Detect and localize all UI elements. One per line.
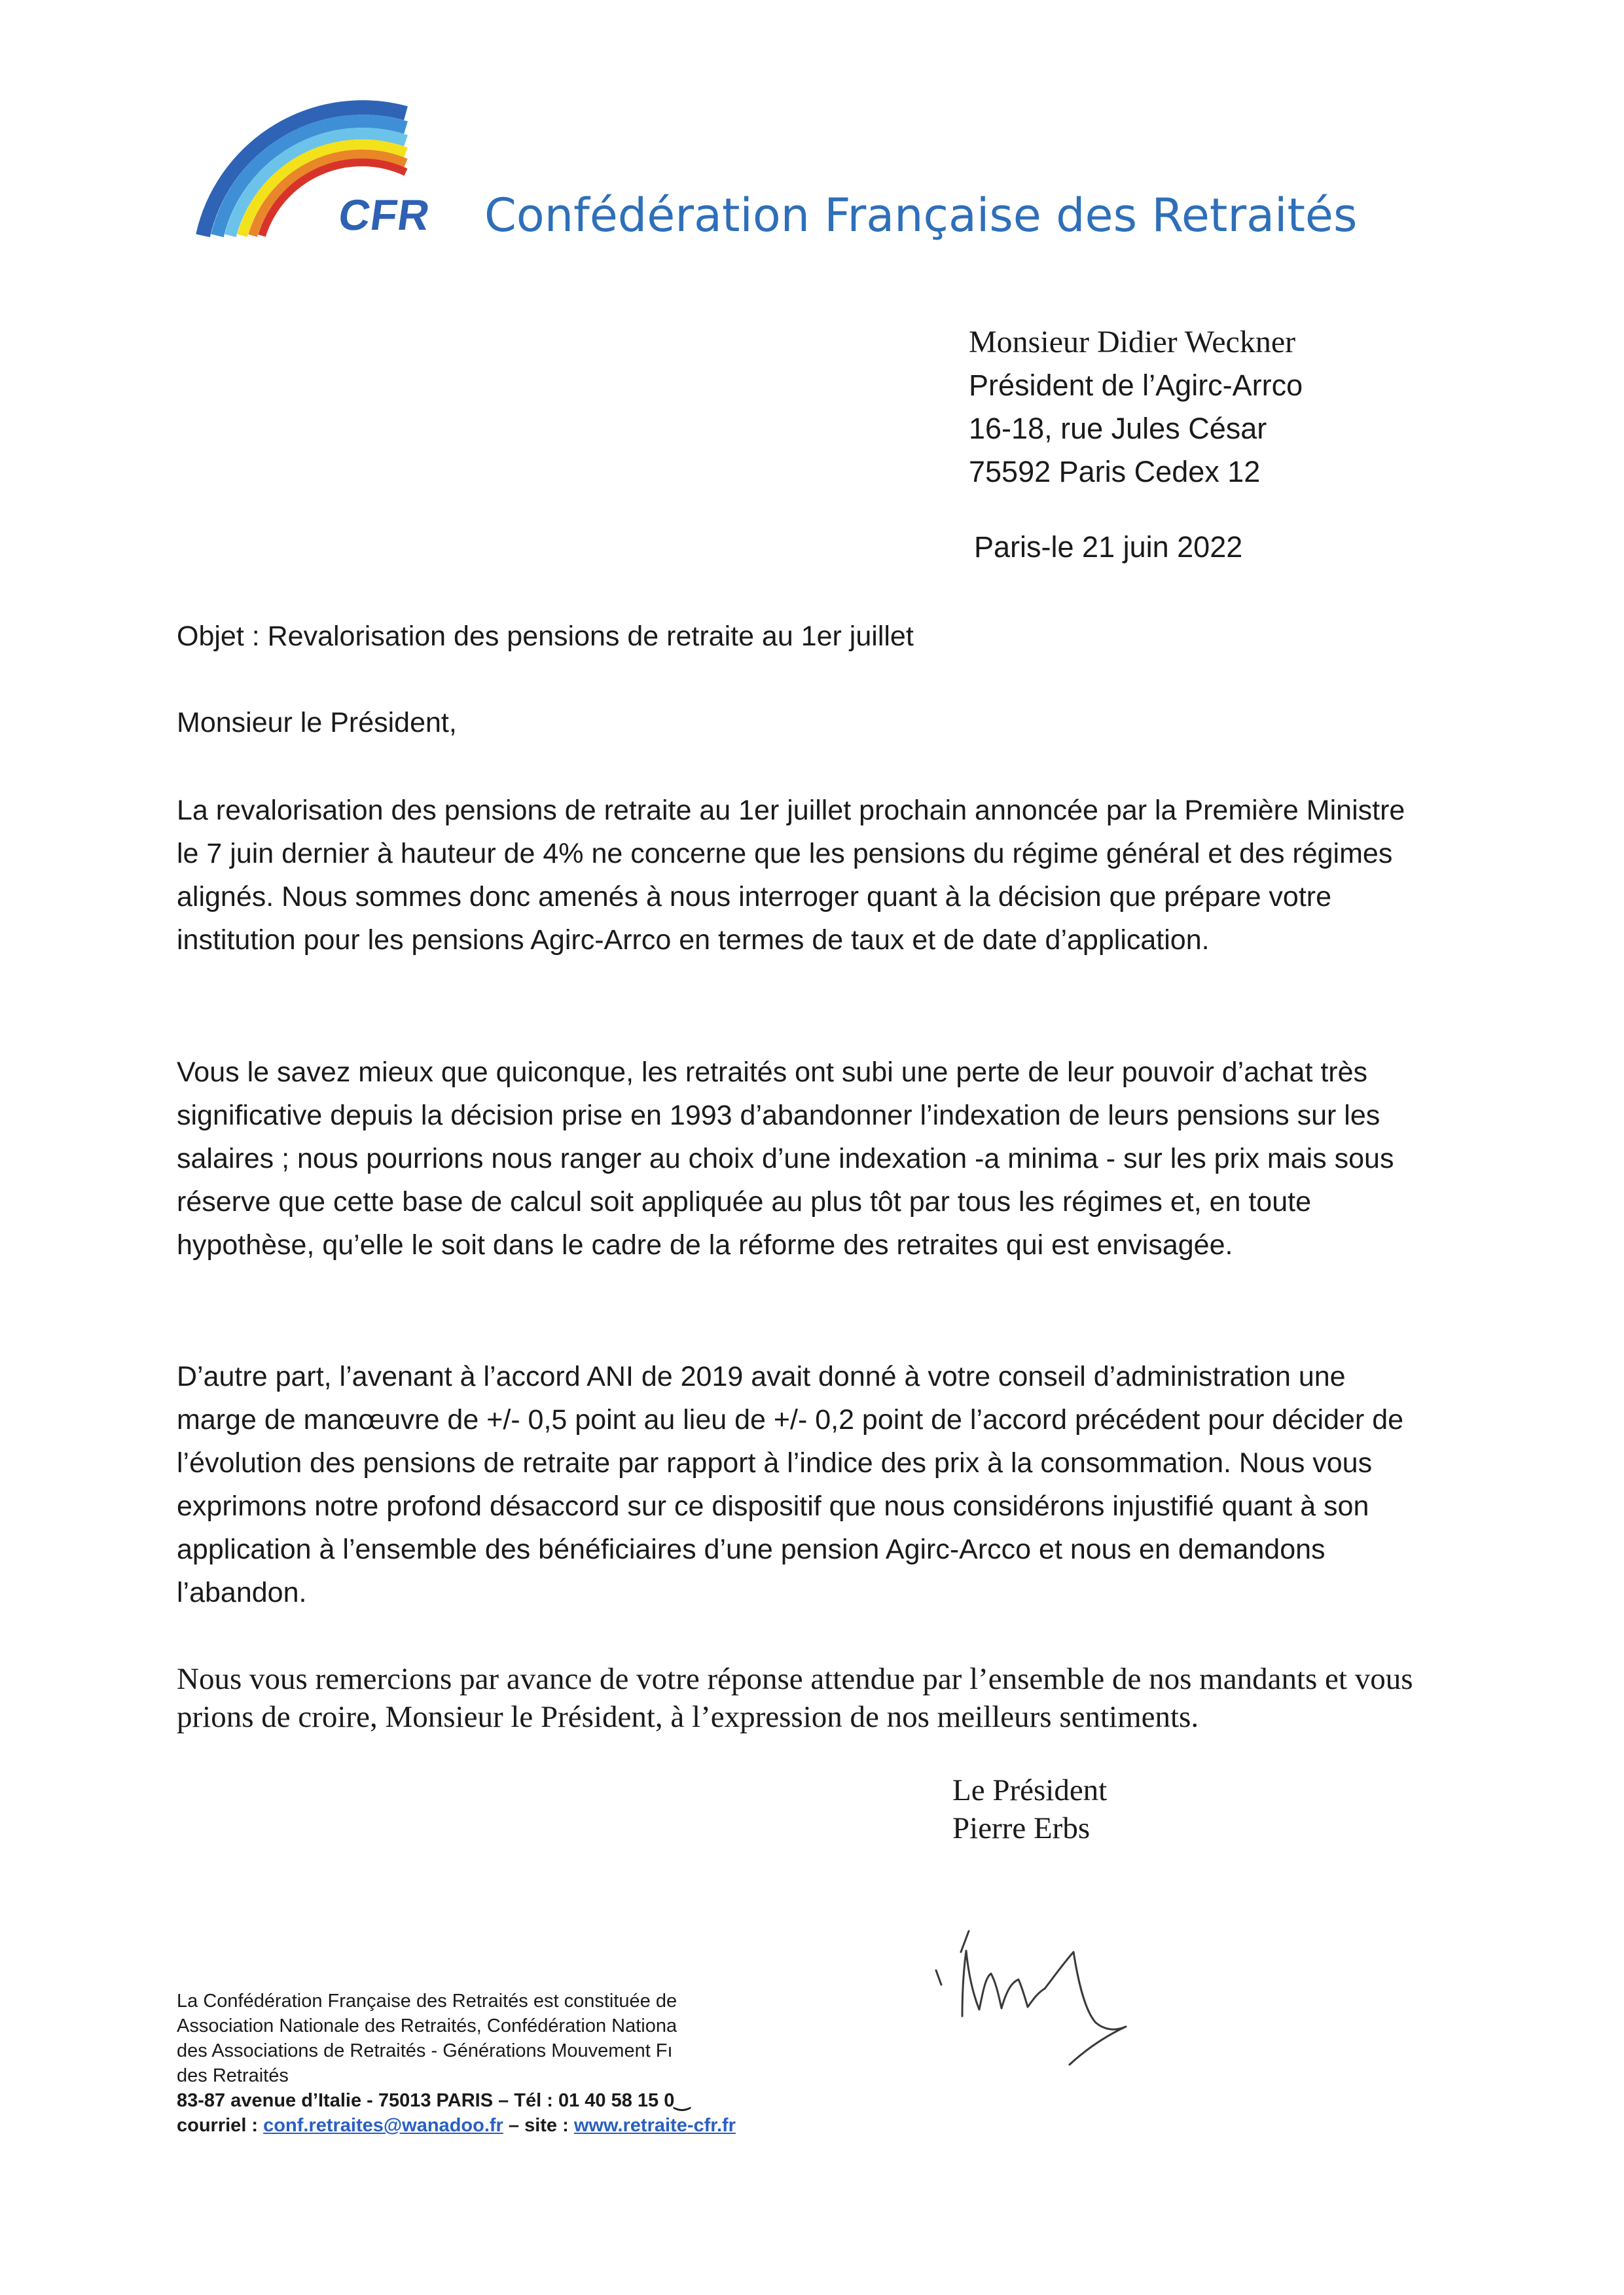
signature-block <box>952 1771 1107 1847</box>
letter-date: Paris-le 21 juin 2022 <box>974 530 1243 564</box>
footer-address: 83-87 avenue d’Italie - 75013 PARIS – Tél : 01 40 58 15 0‿ <box>177 2090 690 2111</box>
recipient-address <box>969 321 1303 494</box>
footer <box>177 1989 766 2138</box>
signatory-role: Le Président <box>952 1773 1108 1807</box>
organization-name: Confédération Française des Retraités <box>484 189 1358 242</box>
footer-line: des Associations de Retraités - Générations Mouvement Fı <box>177 2040 673 2061</box>
signatory-name: Pierre Erbs <box>952 1811 1091 1845</box>
handwritten-signature <box>923 1911 1218 2082</box>
body-paragraph: Vous le savez mieux que quiconque, les retraités ont subi une perte de leur pouvoir d’achat très significative depuis la décision prise en 1993 d’abandonner l’indexation de leurs pensions sur les salaires ; nous pourrions nous ranger au choix d’une indexation -a minima - sur les prix mais sous réserve que cette base de calcul soit appliquée au plus tôt par tous les régimes et, en toute hypothèse, qu’elle le soit dans le cadre de la réforme des retraites qui est envisagée. <box>177 1057 1394 1261</box>
recipient-title: Président de l’Agirc-Arrco <box>969 369 1303 402</box>
body-paragraph: D’autre part, l’avenant à l’accord ANI de 2019 avait donné à votre conseil d’administration une marge de manœuvre de +/- 0,5 point au lieu de +/- 0,2 point de l’accord précédent pour décider de l’évolution des pensions de retraite par rapport à l’indice des prix à la consommation. Nous vous exprimons notre profond désaccord sur ce dispositif que nous considérons injustifié quant à son application à l’ensemble des bénéficiaires d’une pension Agirc-Arcco et nous en demandons l’abandon. <box>177 1361 1404 1608</box>
email-label: courriel : <box>177 2115 264 2136</box>
body-paragraph: La revalorisation des pensions de retraite au 1er juillet prochain annoncée par la Première Ministre le 7 juin dernier à hauteur de 4% ne concerne que les pensions du régime général et des régimes alignés. Nous sommes donc amenés à nous interroger quant à la décision que prépare votre institution pour les pensions Agirc-Arrco en termes de taux et de date d’application. <box>177 795 1405 956</box>
recipient-city: 75592 Paris Cedex 12 <box>969 455 1261 488</box>
footer-line: des Retraités <box>177 2065 289 2086</box>
footer-contact <box>177 2113 766 2138</box>
recipient-name: Monsieur Didier Weckner <box>969 325 1296 359</box>
footer-line: Association Nationale des Retraités, Confédération Nationa <box>177 2015 677 2036</box>
site-link[interactable]: www.retraite-cfr.fr <box>573 2115 736 2136</box>
letter-subject: Objet : Revalorisation des pensions de retraite au 1er juillet <box>177 621 914 652</box>
recipient-street: 16-18, rue Jules César <box>969 412 1267 445</box>
site-label: – site : <box>503 2115 574 2136</box>
logo-abbreviation: CFR <box>335 190 433 239</box>
footer-line: La Confédération Française des Retraités est constituée de <box>177 1991 677 2012</box>
closing-paragraph: Nous vous remercions par avance de votre réponse attendue par l’ensemble de nos mandants et vous prions de croire, Monsieur le Président, à l’expression de nos meilleurs sentiments. <box>177 1662 1413 1734</box>
email-link[interactable]: conf.retraites@wanadoo.fr <box>263 2115 503 2136</box>
salutation: Monsieur le Président, <box>177 707 457 738</box>
